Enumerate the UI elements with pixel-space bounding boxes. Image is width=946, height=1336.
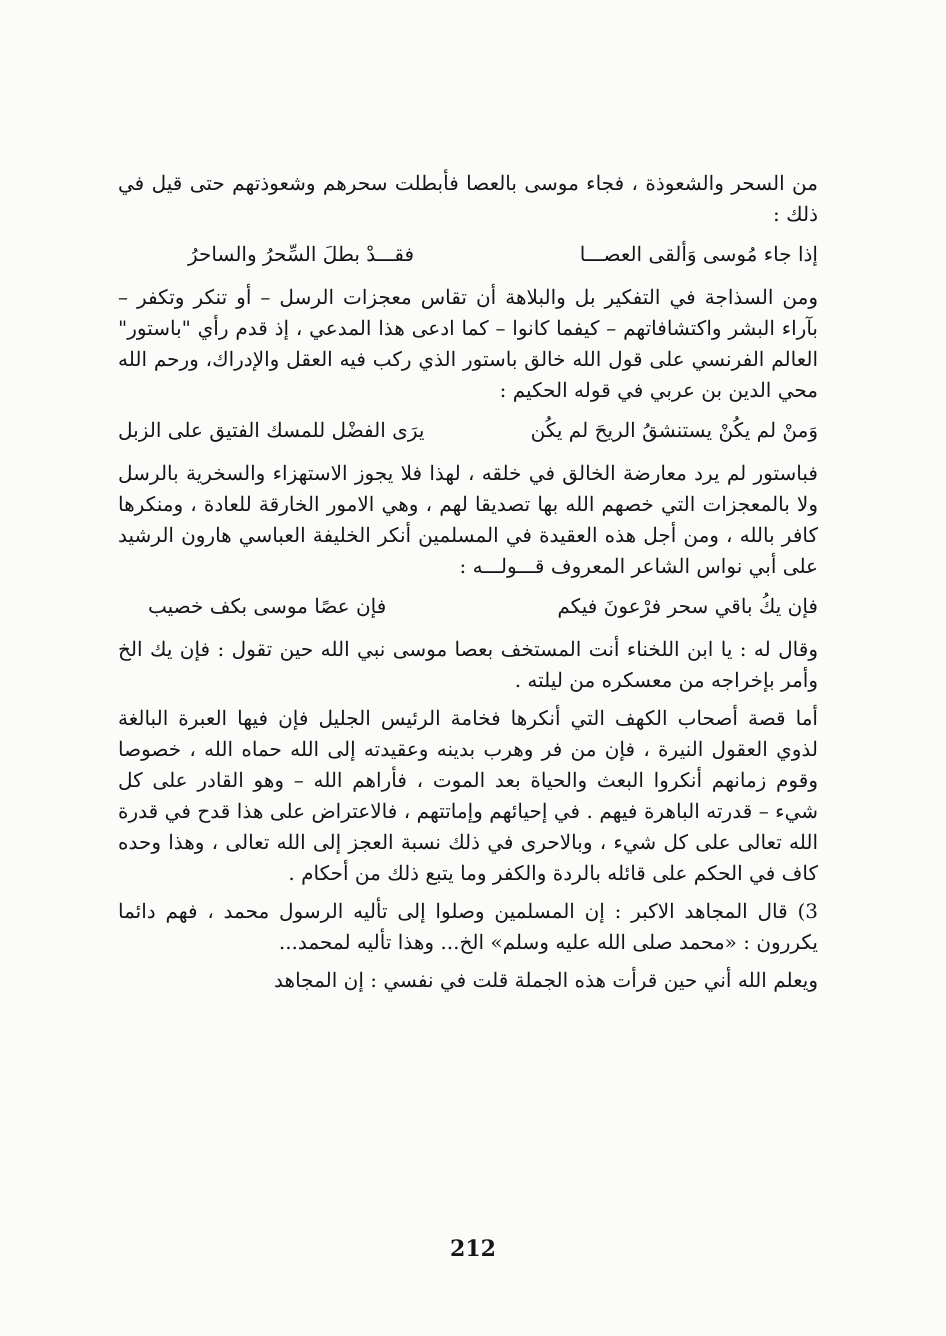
paragraph: من السحر والشعوذة ، فجاء موسى بالعصا فأبطلت سحرهم وشعوذتهم حتى قيل في ذلك : — [118, 171, 818, 226]
verse-3-first-hemistich: فإن يكُ باقي سحر فرْعونَ فيكم — [557, 594, 818, 618]
paragraph: وقال له : يا ابن اللخناء أنت المستخف بعصا موسى نبي الله حين تقول : فإن يك الخ وأمر بإخراجه من معسكره من ليلته . — [118, 637, 818, 692]
verse-3-second-hemistich: فإن عصًا موسى بكف خصيب — [148, 594, 387, 618]
verse-2-first-hemistich: وَمنْ لم يكُنْ يستنشقُ الريحَ لم يكُن — [530, 418, 818, 442]
verse-1 — [188, 239, 818, 270]
paragraph: أما قصة أصحاب الكهف التي أنكرها فخامة الرئيس الجليل فإن فيها العبرة البالغة لذوي العقول النيرة ، فإن من فر وهرب بدينه وعقيدته إلى الله حماه الله ، خصوصا وقوم زمانهم أنكروا البعث والحياة بعد الموت ، فأراهم الله – وهو القادر على كل شيء – قدرته الباهرة فيهم . في إحيائهم وإماتتهم ، فالاعتراض على هذا قدح في قدرة الله تعالى على كل شيء ، وبالاحرى في ذلك نسبة العجز إلى الله تعالى ، وهذا وحده كاف في الحكم على قائله بالردة والكفر وما يتبع ذلك من أحكام . — [118, 706, 818, 885]
paragraph: فباستور لم يرد معارضة الخالق في خلقه ، لهذا فلا يجوز الاستهزاء والسخرية بالرسل ولا بالمعجزات التي خصهم الله بها تصديقا لهم ، وهي الامور الخارقة للعادة ، ومنكرها كافر بالله ، ومن أجل هذه العقيدة في المسلمين أنكر الخليفة العباسي هارون الرشيد على أبي نواس الشاعر المعروف قـــولـــه : — [118, 461, 818, 578]
verse-1-second-hemistich: فقـــدْ بطلَ السِّحرُ والساحرُ — [188, 242, 415, 266]
verse-2 — [118, 415, 818, 446]
paragraph: ومن السذاجة في التفكير بل والبلاهة أن تقاس معجزات الرسل – أو تنكر وتكفر – بآراء البشر واكتشافاتهم – كيفما كانوا – كما ادعى هذا المدعي ، إذ قدم رأي "باستور" العالم الفرنسي على قول الله خالق باستور الذي ركب فيه العقل والإدراك، ورحم الله محي الدين بن عربي في قوله الحكيم : — [118, 285, 818, 402]
page-number: 212 — [450, 1236, 496, 1262]
paragraph: ويعلم الله أني حين قرأت هذه الجملة قلت في نفسي : إن المجاهد — [274, 968, 818, 992]
verse-2-second-hemistich: يرَى الفضْل للمسك الفتيق على الزبل — [118, 418, 425, 442]
verse-1-first-hemistich: إذا جاء مُوسى وَألقى العصـــا — [579, 242, 818, 266]
paragraph: 3) قال المجاهد الاكبر : إن المسلمين وصلوا إلى تأليه الرسول محمد ، فهم دائما يكررون : «محمد صلى الله عليه وسلم» الخ... وهذا تأليه لمحمد... — [118, 899, 818, 954]
verse-3 — [148, 591, 818, 622]
body-text — [118, 168, 818, 996]
